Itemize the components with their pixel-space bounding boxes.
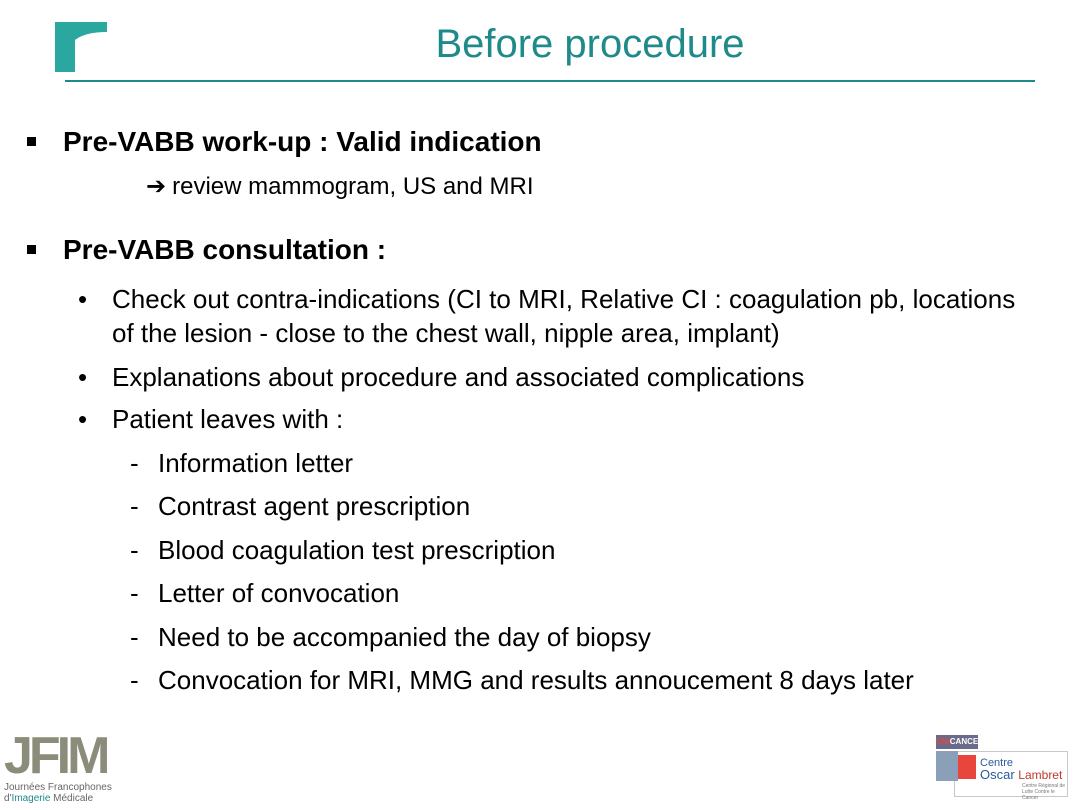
logo-red-mark: [958, 755, 976, 779]
dash-bullet: -: [130, 491, 139, 521]
dash-bullet: -: [130, 665, 139, 695]
slide-title: Before procedure: [435, 22, 745, 66]
bullet-consultation: [27, 234, 386, 266]
list-item: - Contrast agent prescription: [130, 491, 471, 521]
dash-bullet: -: [130, 578, 139, 608]
list-item: - Letter of convocation: [130, 578, 400, 608]
list-item: • Patient leaves with :: [78, 404, 344, 434]
logo-block: [936, 751, 958, 781]
subline-text: review mammogram, US and MRI: [172, 173, 534, 200]
bullet-label: Pre-VABB consultation :: [63, 234, 387, 265]
title-divider: [65, 80, 1035, 82]
centre-name-line2: Oscar Lambret: [980, 767, 1063, 782]
jfim-logo-line1: Journées Francophones: [4, 782, 112, 793]
dot-bullet-icon: •: [78, 284, 88, 314]
dash-bullet: -: [130, 448, 139, 478]
list-item: - Blood coagulation test prescription: [130, 535, 556, 565]
dot-bullet-icon: •: [78, 404, 88, 434]
bullet-label: Pre-VABB work-up : Valid indication: [63, 126, 542, 157]
centre-tagline: Centre Régional de Lutte Contre le Cancer: [1022, 783, 1066, 801]
centre-name-line1: Centre: [980, 757, 1014, 769]
dash-bullet: -: [130, 622, 139, 652]
workup-subline: [146, 172, 534, 201]
centre-oscar-lambret-logo: [936, 735, 1070, 801]
square-bullet-icon: [27, 245, 36, 254]
right-arrow-icon: ➔: [146, 173, 167, 200]
jfim-logo: [4, 727, 124, 806]
list-item: • Explanations about procedure and associated complications: [78, 362, 805, 392]
jfim-logo-line2: d'Imagerie Médicale: [4, 793, 94, 804]
dash-bullet: -: [130, 535, 139, 565]
list-item: • Check out contra-indications (CI to MRI, Relative CI : coagulation pb, locations of the lesion - close to the chest wall, nipple area, implant): [78, 284, 1016, 348]
list-item: - Need to be accompanied the day of biopsy: [130, 622, 651, 652]
bullet-workup: [27, 126, 542, 158]
jfim-logo-letters: JFIM: [4, 727, 107, 785]
list-item: - Convocation for MRI, MMG and results annoucement 8 days later: [130, 665, 914, 695]
list-item: - Information letter: [130, 448, 354, 478]
square-bullet-icon: [27, 137, 36, 146]
dot-bullet-icon: •: [78, 362, 88, 392]
unicancer-logo: UNICANCER: [936, 735, 978, 749]
